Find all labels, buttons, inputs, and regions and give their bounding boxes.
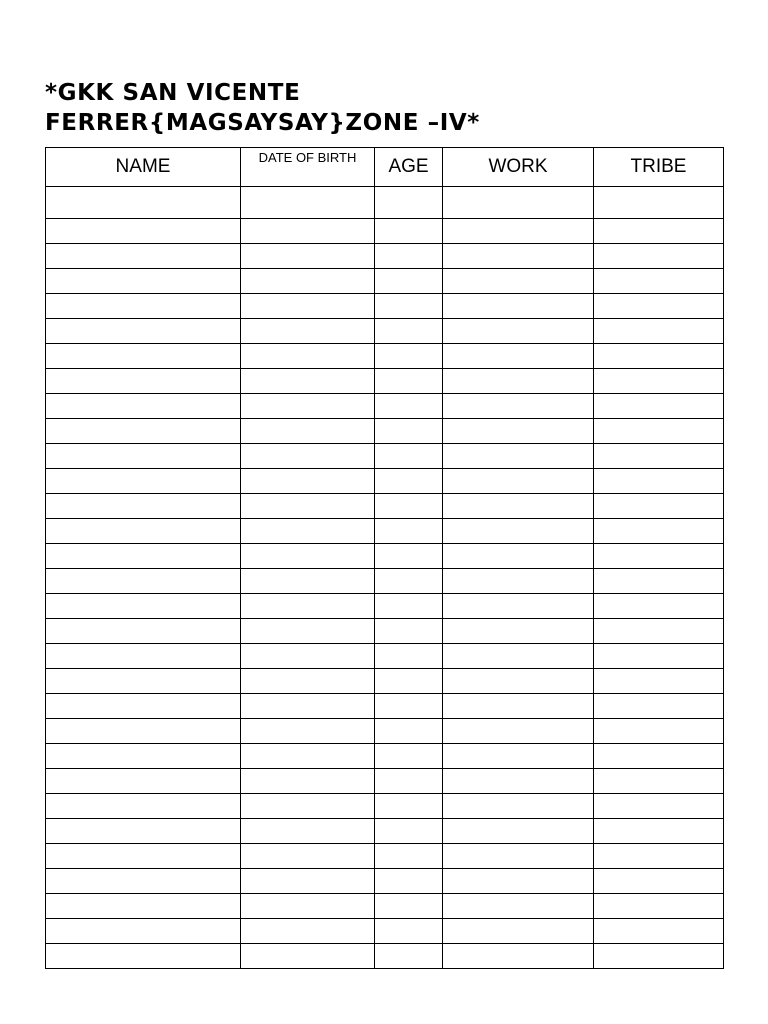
date-of-birth-cell <box>241 319 375 344</box>
tribe-cell <box>594 444 724 469</box>
work-cell <box>443 844 594 869</box>
age-cell <box>375 344 443 369</box>
tribe-cell <box>594 919 724 944</box>
age-cell <box>375 369 443 394</box>
work-cell <box>443 619 594 644</box>
name-cell <box>46 694 241 719</box>
tribe-cell <box>594 219 724 244</box>
date-of-birth-cell <box>241 269 375 294</box>
work-cell <box>443 719 594 744</box>
work-cell <box>443 344 594 369</box>
column-header-work: WORK <box>443 148 594 187</box>
work-cell <box>443 819 594 844</box>
table-row <box>46 744 724 769</box>
date-of-birth-cell <box>241 519 375 544</box>
date-of-birth-cell <box>241 469 375 494</box>
work-cell <box>443 187 594 219</box>
table-row <box>46 944 724 969</box>
table-row <box>46 344 724 369</box>
age-cell <box>375 519 443 544</box>
age-cell <box>375 569 443 594</box>
date-of-birth-cell <box>241 894 375 919</box>
work-cell <box>443 669 594 694</box>
name-cell <box>46 394 241 419</box>
work-cell <box>443 444 594 469</box>
table-row <box>46 569 724 594</box>
age-cell <box>375 419 443 444</box>
table-row <box>46 494 724 519</box>
work-cell <box>443 869 594 894</box>
name-cell <box>46 919 241 944</box>
age-cell <box>375 769 443 794</box>
tribe-cell <box>594 769 724 794</box>
date-of-birth-cell <box>241 419 375 444</box>
name-cell <box>46 369 241 394</box>
tribe-cell <box>594 344 724 369</box>
name-cell <box>46 894 241 919</box>
table-row <box>46 644 724 669</box>
tribe-cell <box>594 819 724 844</box>
tribe-cell <box>594 244 724 269</box>
name-cell <box>46 244 241 269</box>
tribe-cell <box>594 744 724 769</box>
date-of-birth-cell <box>241 187 375 219</box>
tribe-cell <box>594 494 724 519</box>
page-title <box>45 78 735 138</box>
work-cell <box>443 794 594 819</box>
tribe-cell <box>594 619 724 644</box>
table-row <box>46 219 724 244</box>
tribe-cell <box>594 269 724 294</box>
work-cell <box>443 544 594 569</box>
tribe-cell <box>594 669 724 694</box>
date-of-birth-cell <box>241 394 375 419</box>
table-row <box>46 769 724 794</box>
table-row <box>46 669 724 694</box>
age-cell <box>375 294 443 319</box>
date-of-birth-cell <box>241 369 375 394</box>
work-cell <box>443 519 594 544</box>
title-line-2: FERRER{MAGSAYSAY}ZONE –IV* <box>45 110 480 136</box>
tribe-cell <box>594 294 724 319</box>
age-cell <box>375 694 443 719</box>
name-cell <box>46 294 241 319</box>
tribe-cell <box>594 594 724 619</box>
name-cell <box>46 187 241 219</box>
work-cell <box>443 294 594 319</box>
work-cell <box>443 394 594 419</box>
roster-table-body <box>46 187 724 969</box>
age-cell <box>375 794 443 819</box>
name-cell <box>46 319 241 344</box>
name-cell <box>46 769 241 794</box>
date-of-birth-cell <box>241 819 375 844</box>
tribe-cell <box>594 944 724 969</box>
age-cell <box>375 669 443 694</box>
tribe-cell <box>594 844 724 869</box>
date-of-birth-cell <box>241 569 375 594</box>
date-of-birth-cell <box>241 719 375 744</box>
work-cell <box>443 944 594 969</box>
name-cell <box>46 794 241 819</box>
age-cell <box>375 819 443 844</box>
table-row <box>46 444 724 469</box>
name-cell <box>46 469 241 494</box>
table-row <box>46 394 724 419</box>
date-of-birth-cell <box>241 294 375 319</box>
date-of-birth-cell <box>241 769 375 794</box>
name-cell <box>46 619 241 644</box>
age-cell <box>375 869 443 894</box>
work-cell <box>443 219 594 244</box>
table-row <box>46 244 724 269</box>
work-cell <box>443 469 594 494</box>
work-cell <box>443 919 594 944</box>
name-cell <box>46 569 241 594</box>
table-row <box>46 294 724 319</box>
age-cell <box>375 494 443 519</box>
age-cell <box>375 244 443 269</box>
date-of-birth-cell <box>241 919 375 944</box>
title-line-1: *GKK SAN VICENTE <box>45 80 301 106</box>
column-header-name: NAME <box>46 148 241 187</box>
age-cell <box>375 719 443 744</box>
tribe-cell <box>594 469 724 494</box>
date-of-birth-cell <box>241 694 375 719</box>
date-of-birth-cell <box>241 444 375 469</box>
column-header-tribe: TRIBE <box>594 148 724 187</box>
tribe-cell <box>594 544 724 569</box>
age-cell <box>375 187 443 219</box>
tribe-cell <box>594 519 724 544</box>
date-of-birth-cell <box>241 869 375 894</box>
name-cell <box>46 544 241 569</box>
table-row <box>46 819 724 844</box>
age-cell <box>375 894 443 919</box>
name-cell <box>46 869 241 894</box>
age-cell <box>375 594 443 619</box>
table-row <box>46 269 724 294</box>
date-of-birth-cell <box>241 744 375 769</box>
date-of-birth-cell <box>241 344 375 369</box>
age-cell <box>375 444 443 469</box>
column-header-date-of-birth: DATE OF BIRTH <box>241 148 375 187</box>
work-cell <box>443 244 594 269</box>
work-cell <box>443 644 594 669</box>
tribe-cell <box>594 719 724 744</box>
work-cell <box>443 744 594 769</box>
table-row <box>46 594 724 619</box>
work-cell <box>443 419 594 444</box>
name-cell <box>46 744 241 769</box>
tribe-cell <box>594 794 724 819</box>
table-row <box>46 919 724 944</box>
roster-table <box>45 147 724 969</box>
column-header-age: AGE <box>375 148 443 187</box>
date-of-birth-cell <box>241 644 375 669</box>
name-cell <box>46 844 241 869</box>
table-header-row <box>46 148 724 187</box>
date-of-birth-cell <box>241 794 375 819</box>
name-cell <box>46 719 241 744</box>
work-cell <box>443 894 594 919</box>
work-cell <box>443 769 594 794</box>
tribe-cell <box>594 869 724 894</box>
age-cell <box>375 269 443 294</box>
age-cell <box>375 219 443 244</box>
tribe-cell <box>594 569 724 594</box>
work-cell <box>443 369 594 394</box>
table-row <box>46 694 724 719</box>
date-of-birth-cell <box>241 619 375 644</box>
tribe-cell <box>594 894 724 919</box>
work-cell <box>443 569 594 594</box>
name-cell <box>46 419 241 444</box>
name-cell <box>46 219 241 244</box>
date-of-birth-cell <box>241 944 375 969</box>
tribe-cell <box>594 694 724 719</box>
date-of-birth-cell <box>241 844 375 869</box>
table-row <box>46 719 724 744</box>
name-cell <box>46 344 241 369</box>
work-cell <box>443 494 594 519</box>
age-cell <box>375 619 443 644</box>
tribe-cell <box>594 644 724 669</box>
date-of-birth-cell <box>241 244 375 269</box>
name-cell <box>46 494 241 519</box>
age-cell <box>375 319 443 344</box>
name-cell <box>46 444 241 469</box>
name-cell <box>46 669 241 694</box>
table-row <box>46 894 724 919</box>
tribe-cell <box>594 369 724 394</box>
date-of-birth-cell <box>241 594 375 619</box>
work-cell <box>443 269 594 294</box>
work-cell <box>443 594 594 619</box>
age-cell <box>375 544 443 569</box>
table-row <box>46 619 724 644</box>
table-row <box>46 844 724 869</box>
date-of-birth-cell <box>241 544 375 569</box>
table-row <box>46 794 724 819</box>
table-row <box>46 469 724 494</box>
tribe-cell <box>594 187 724 219</box>
name-cell <box>46 594 241 619</box>
name-cell <box>46 819 241 844</box>
work-cell <box>443 694 594 719</box>
tribe-cell <box>594 419 724 444</box>
table-row <box>46 319 724 344</box>
table-row <box>46 369 724 394</box>
age-cell <box>375 844 443 869</box>
date-of-birth-cell <box>241 219 375 244</box>
name-cell <box>46 644 241 669</box>
name-cell <box>46 269 241 294</box>
age-cell <box>375 944 443 969</box>
date-of-birth-cell <box>241 494 375 519</box>
table-row <box>46 419 724 444</box>
table-row <box>46 869 724 894</box>
table-row <box>46 187 724 219</box>
age-cell <box>375 744 443 769</box>
table-row <box>46 544 724 569</box>
work-cell <box>443 319 594 344</box>
age-cell <box>375 469 443 494</box>
age-cell <box>375 644 443 669</box>
name-cell <box>46 944 241 969</box>
age-cell <box>375 394 443 419</box>
date-of-birth-cell <box>241 669 375 694</box>
tribe-cell <box>594 319 724 344</box>
age-cell <box>375 919 443 944</box>
name-cell <box>46 519 241 544</box>
table-row <box>46 519 724 544</box>
tribe-cell <box>594 394 724 419</box>
